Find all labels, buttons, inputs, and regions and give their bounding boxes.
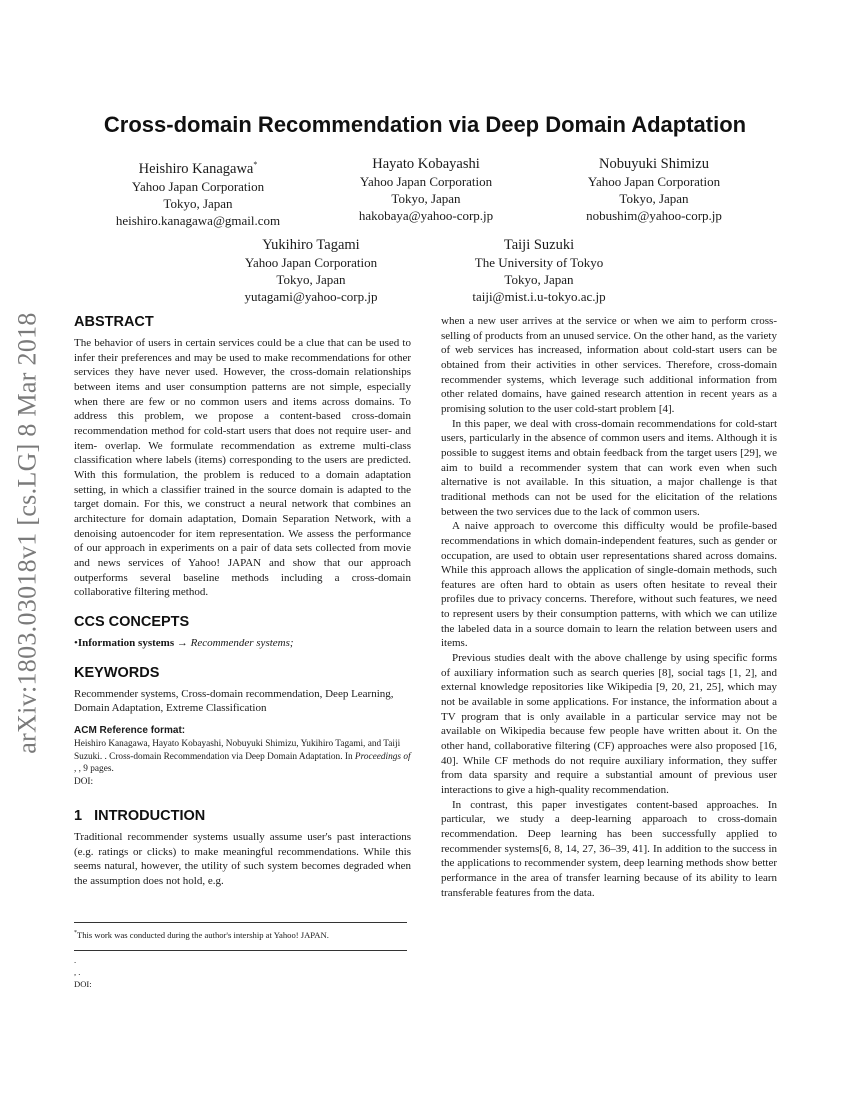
author-email: yutagami@yahoo-corp.jp — [244, 289, 378, 304]
author-email: hakobaya@yahoo-corp.jp — [358, 208, 494, 223]
ccs-concept: •Information systems → Recommender systems; — [74, 636, 294, 649]
keywords-heading: KEYWORDS — [74, 664, 160, 681]
footnotes — [74, 922, 411, 990]
author-email: nobushim@yahoo-corp.jp — [586, 208, 722, 223]
footnote-divider — [74, 922, 407, 923]
author-name: Yukihiro Tagami — [262, 237, 360, 253]
intro-paragraph-5: In contrast, this paper investigates content-based approaches. In particular, we study a deep-learning apparoach to cross-domain recommendation. Deep learning has been successfully applied to recommender systems[6, 8, 14, 27, 36–39, 41]. In addition to the success in the applications to recommender system, deep learning methods show better performance in the area of transfer learning because of its ability to learn transferable features from the data. — [441, 798, 778, 899]
author-block-2 — [320, 156, 532, 224]
author-affiliation: The University of Tokyo — [474, 255, 604, 270]
arxiv-stamp — [13, 296, 43, 770]
author-name: Taiji Suzuki — [503, 237, 575, 253]
author-name: Hayato Kobayashi — [372, 156, 480, 172]
acm-reference-heading: ACM Reference format: — [74, 725, 186, 737]
footnote-line: . — [74, 954, 77, 965]
author-location: Tokyo, Japan — [619, 191, 689, 206]
author-location: Tokyo, Japan — [276, 272, 346, 287]
arxiv-stamp-text: arXiv:1803.03018v1 [cs.LG] 8 Mar 2018 — [13, 312, 43, 754]
author-name: Nobuyuki Shimizu — [599, 156, 709, 172]
introduction-section — [74, 808, 411, 889]
keywords-text: Recommender systems, Cross-domain recommendation, Deep Learning, Domain Adaptation, Extreme Classification — [74, 687, 394, 715]
footnote-intership: *This work was conducted during the author's intership at Yahoo! JAPAN. — [74, 929, 329, 940]
author-affiliation: Yahoo Japan Corporation — [359, 174, 493, 189]
author-affiliation: Yahoo Japan Corporation — [131, 178, 265, 194]
intro-paragraph-1: when a new user arrives at the service or when we aim to perform cross-selling of products from an unused service. On the other hand, as the variety of web services has increased, information about cold-start users can be obtained from their activities in other services. Therefore, cross-domain recommender systems, which leverage such additional information from other related domains, have gained research attention in recent years as a promising solution to the user cold-start problem [4]. — [441, 315, 777, 415]
author-affiliation: Yahoo Japan Corporation — [587, 174, 721, 189]
introduction-heading: 1 INTRODUCTION — [74, 808, 206, 825]
keywords-section — [74, 665, 411, 716]
author-footnote-mark: * — [253, 160, 258, 169]
abstract-heading: ABSTRACT — [74, 314, 154, 330]
acm-reference-doi: DOI: — [74, 776, 94, 787]
ccs-heading: CCS CONCEPTS — [74, 613, 190, 630]
author-email: taiji@mist.i.u-tokyo.ac.jp — [472, 289, 606, 304]
author-location: Tokyo, Japan — [391, 191, 461, 206]
intro-paragraph-4: Previous studies dealt with the above challenge by using specific forms of auxiliary information such as search queries [8], social tags [1, 2], and external knowledge repositories like Wikipedia [9, 20, 21, 25], which may not be available in some applications. For instance, the information about a TV program that is only available in a particular service may not be available on Wikipedia because few people have written about it. On the other hand, collaborative filtering (CF) approaches were also proposed [16, 40]. While CF methods do not require auxiliary information, they suffer from data sparsity and require a substantial amount of previous user interactions to give a high-quality recommendation. — [441, 652, 777, 796]
introduction-text-left: Traditional recommender systems usually assume user's past interactions (e.g. ratings or clicks) to make meaningful recommendations. While this seems natural, however, the utility of such system becomes degraded when the assumption does not hold, e.g. — [74, 831, 411, 888]
right-column — [441, 314, 777, 900]
author-block-4 — [205, 237, 417, 305]
intro-paragraph-3: A naive approach to overcome this difficulty would be profile-based recommendations in which domain-independent features, such as gender or occupation, are used to obtain user representations shared across domains. While this approach allows the application of single-domain methods, such features are often hard to obtain as users often hesitate to reveal their profiles due to privacy concerns. Therefore, without such features, we need to represent users by their consumption patterns, with which we can utilize the labeled data in a source domain to learn the relation between users and items. — [441, 520, 777, 650]
footnote-doi: DOI: — [74, 978, 92, 989]
ccs-section — [74, 614, 411, 651]
paper-title: Cross-domain Recommendation via Deep Domain Adaptation — [103, 112, 747, 137]
author-location: Tokyo, Japan — [504, 272, 574, 287]
footnote-line: , . — [74, 966, 81, 977]
intro-paragraph-2: In this paper, we deal with cross-domain recommendations for cold-start users, particularly in the absence of common users and items. Although it is possible to suggest items and obtain feedback from the target users [29], we aim to build a recommender system that can work even when such alternative is not available. In this situation, a major challenge is that traditional methods can not be used for the elicitation of the relations between the two services due to the lack of common users. — [441, 417, 777, 518]
acm-reference — [74, 725, 411, 788]
author-block-5 — [433, 237, 645, 305]
author-name: Heishiro Kanagawa* — [138, 160, 258, 177]
author-block-3 — [548, 156, 760, 224]
author-location: Tokyo, Japan — [163, 195, 233, 211]
left-column — [74, 314, 411, 889]
author-block-1 — [92, 156, 304, 229]
author-affiliation: Yahoo Japan Corporation — [244, 255, 378, 270]
author-email: heishiro.kanagawa@gmail.com — [115, 212, 281, 228]
abstract-text: The behavior of users in certain services could be a clue that can be used to infer their preferences and may be used to make recommendations for other services they have never used. However, the cross-domain relationships between items and user consumption patterns are not simple, especially when there are few or no common users and items across domains. To address this problem, we propose a content-based cross-domain recommendation method for cold-start users that does not require user- and item- overlap. We formulate recommendation as extreme multi-class classification where labels (items) corresponding to the users are predicted. With this formulation, the problem is reduced to a domain adaptation setting, in which a classifier trained in the source domain is adapted to the target domain. For this, we construct a neural network that combines an architecture for domain adaptation, Domain Separation Network, with a denoising autoencoder for item representation. We assess the performance of our approach in experiments on a pair of data sets collected from movie and news services of Yahoo! JAPAN and show that our approach outperforms several baseline methods including a cross-domain collaborative filtering method. — [74, 337, 411, 599]
acm-reference-text: Heishiro Kanagawa, Hayato Kobayashi, Nobuyuki Shimizu, Yukihiro Tagami, and Taiji Suzuki. . Cross-domain Recommendation via Deep Domain Adaptation. In Proceedings of , , 9 pages. — [74, 739, 411, 775]
